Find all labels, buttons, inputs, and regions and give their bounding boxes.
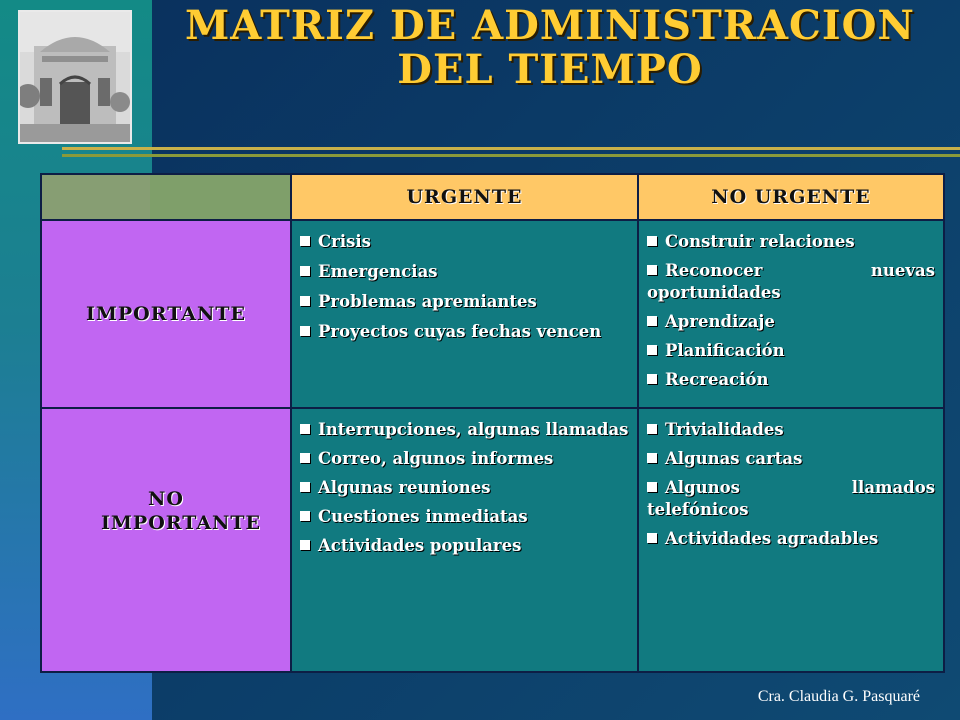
list-item-text: Proyectos cuyas fechas vencen [318, 322, 602, 341]
bullet-icon [300, 453, 310, 463]
bullet-icon [300, 326, 310, 336]
matrix-corner-shade [42, 175, 150, 219]
list-item-text: Recreación [665, 370, 769, 389]
quadrant-not-important-not-urgent [639, 409, 943, 671]
column-header-label: NO URGENTE [711, 186, 871, 208]
bullet-icon [300, 266, 310, 276]
matrix-corner-cell [42, 175, 290, 219]
list-item [647, 448, 935, 470]
bullet-icon [647, 236, 657, 246]
bullet-icon [647, 345, 657, 355]
column-header-urgent [292, 175, 637, 219]
list-item [300, 291, 629, 313]
list-item-text: Actividades agradables [665, 529, 879, 548]
list-item-text: Algunas cartas [665, 449, 803, 468]
quadrant-important-urgent [292, 221, 637, 407]
author-credit: Cra. Claudia G. Pasquaré [757, 688, 920, 705]
list-item [300, 477, 629, 499]
list-item-text: Problemas apremiantes [318, 292, 537, 311]
time-management-matrix [40, 173, 945, 673]
list-item [300, 535, 629, 557]
quadrant-list [300, 419, 629, 557]
quadrant-list [300, 231, 629, 343]
quadrant-list [647, 419, 935, 550]
bullet-icon [300, 296, 310, 306]
quadrant-list [647, 231, 935, 391]
bullet-icon [647, 374, 657, 384]
list-item [300, 231, 629, 253]
list-item [647, 419, 935, 441]
bullet-icon [647, 453, 657, 463]
list-item [647, 369, 935, 391]
bullet-icon [300, 236, 310, 246]
row-header-important [42, 221, 290, 407]
list-item [647, 528, 935, 550]
list-item-text: Crisis [318, 232, 371, 251]
list-item [300, 261, 629, 283]
bullet-icon [300, 482, 310, 492]
list-item [647, 231, 935, 253]
building-photo-image [20, 12, 130, 142]
list-item-text: Actividades populares [318, 536, 522, 555]
bullet-icon [300, 511, 310, 521]
list-item-text: Construir relaciones [665, 232, 855, 251]
quadrant-important-not-urgent [639, 221, 943, 407]
list-item-text: Trivialidades [665, 420, 784, 439]
row-header-label: IMPORTANTE [85, 303, 247, 325]
list-item [300, 321, 629, 343]
row-header-label: NO IMPORTANTE [101, 488, 262, 534]
column-header-label: URGENTE [406, 186, 523, 208]
column-header-not-urgent [639, 175, 943, 219]
list-item-text: Emergencias [318, 262, 438, 281]
bullet-icon [300, 424, 310, 434]
title-divider-top [62, 147, 960, 150]
list-item-text: Reconocer nuevas oportunidades [647, 261, 935, 302]
list-item [647, 311, 935, 333]
bullet-icon [300, 540, 310, 550]
title-divider-bottom [62, 154, 960, 157]
list-item [647, 260, 935, 304]
page-title: MATRIZ DE ADMINISTRACION DEL TIEMPO [185, 2, 915, 93]
list-item-text: Aprendizaje [665, 312, 775, 331]
list-item-text: Interrupciones, algunas llamadas [318, 420, 629, 439]
building-photo [18, 10, 132, 144]
list-item [300, 419, 629, 441]
list-item [647, 340, 935, 362]
list-item-text: Planificación [665, 341, 785, 360]
quadrant-not-important-urgent [292, 409, 637, 671]
list-item-text: Algunas reuniones [318, 478, 491, 497]
bullet-icon [647, 316, 657, 326]
list-item [647, 477, 935, 521]
bullet-icon [647, 482, 657, 492]
list-item-text: Correo, algunos informes [318, 449, 554, 468]
bullet-icon [647, 265, 657, 275]
list-item [300, 506, 629, 528]
bullet-icon [647, 533, 657, 543]
row-header-not-important [42, 409, 290, 671]
list-item [300, 448, 629, 470]
list-item-text: Algunos llamados telefónicos [647, 478, 935, 519]
bullet-icon [647, 424, 657, 434]
list-item-text: Cuestiones inmediatas [318, 507, 528, 526]
